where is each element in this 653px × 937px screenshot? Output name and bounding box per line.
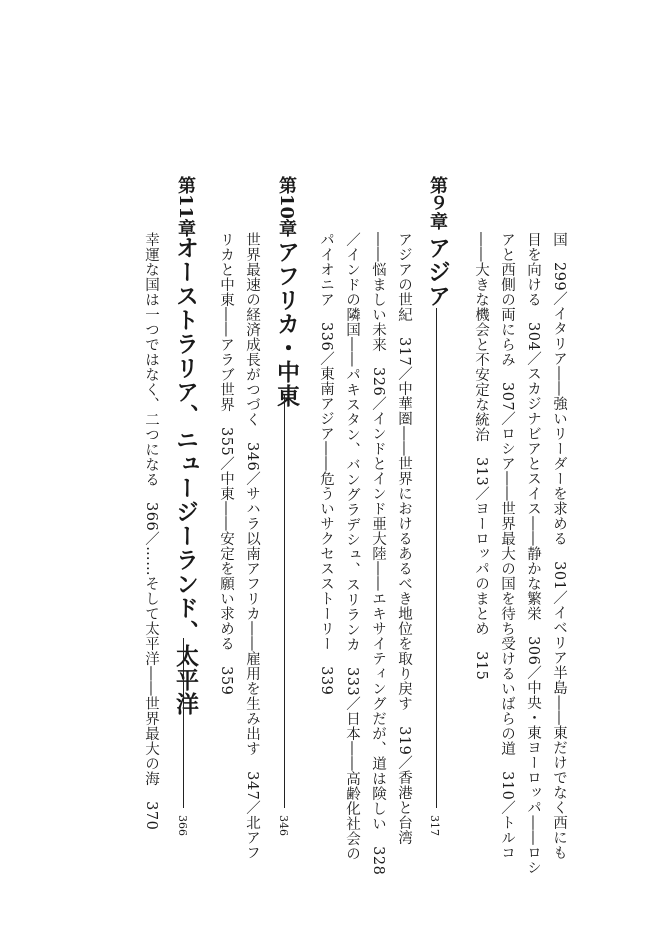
chapter-11-leader-line (183, 638, 184, 808)
chapter-9-label: 第９章 (427, 176, 448, 230)
toc-continuation-line: ――大きな機会と不安定な統治 313／ヨーロッパのまとめ 315 (473, 232, 489, 681)
chapter-10-page: 346 (277, 815, 290, 836)
toc-continuation-line: 国 299／イタリア――強いリーダーを求める 301／イベリア半島――東だけでなく西にも (551, 232, 567, 861)
chapter-10-label: 第10章 (276, 176, 297, 238)
chapter-10-leader-line (284, 395, 285, 808)
chapter-9-page: 317 (428, 815, 441, 836)
chapter-11-page: 366 (176, 815, 189, 836)
chapter-10-title: アフリカ・中東 (273, 240, 299, 408)
chapter-9-entry-line: パイオニア 336／東南アジア――危ういサクセスストーリー 339 (318, 232, 334, 696)
chapter-10-entry-line: リカと中東――アラブ世界 355／中東――安定を願い求める 359 (218, 232, 234, 696)
chapter-9-entry-line: ／インドの隣国――パキスタン、バングラデシュ、スリランカ 333／日本――高齢化社会の (344, 232, 360, 862)
chapter-9-entry-line: アジアの世紀 317／中華圏――世界におけるあるべき地位を取り戻す 319／香港と台湾 (396, 232, 412, 846)
toc-continuation-line: アと西側の両にらみ 307／ロシア――世界最大の国を待ち受けるいばらの道 310／トルコ (499, 232, 515, 861)
toc-continuation-line: 目を向ける 304／スカジナビアとスイス――静かな繁栄 306／中央・東ヨーロッパ――ロシ (525, 232, 541, 876)
chapter-11-label: 第11章 (175, 176, 196, 238)
chapter-10-entry-line: 世界最速の経済成長がつづく 346／サハラ以南アフリカ――雇用を生み出す 347／北アフ (244, 232, 260, 861)
chapter-11-title: オーストラリア、ニュージーランド、太平洋 (172, 236, 198, 716)
chapter-9-entry-line: ――悩ましい未来 326／インドとインド亜大陸――エキサイティングだが、道は険しい 328 (370, 232, 386, 876)
chapter-9-title: アジア (424, 236, 450, 308)
chapter-9-leader-line (436, 308, 437, 808)
chapter-11-entry-line: 幸運な国は一つではなく、二つになる 366／……そして太平洋――世界最大の海 370 (143, 232, 159, 831)
